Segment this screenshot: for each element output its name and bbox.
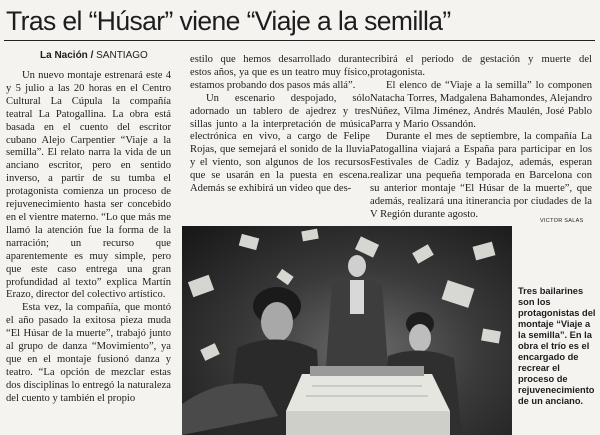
article-column-1	[6, 70, 171, 406]
photo-credit: VICTOR SALAS	[540, 218, 584, 224]
article-photo	[182, 226, 512, 435]
byline-city: SANTIAGO	[96, 50, 148, 61]
paragraph: Un nuevo montaje estrenará este 4 y 5 julio a las 20 horas en el Centro Cultural La Cúpula la compañía teatral La Patogallina. La obra está basada en el cuento del escritor cubano Alejo Carpentier “Viaje a la semilla”. El relato narra la vida de un anciano escritor, pero en sentido inverso, a partir de su tumba el protagonista comienza un proceso de rejuvenecimiento hasta ser concebido en el vientre materno. “Lo que más me llamó la atención fue la forma de la narración; un recurso que aparentemente es muy simple, pero que este caso entrega una gran profundidad al texto” explica Martín Erazo, director del colectivo artístico.	[6, 70, 171, 301]
article-column-2	[190, 54, 370, 196]
byline-separator: /	[90, 50, 97, 61]
paragraph: Durante el mes de septiembre, la compañía La Patogallina viajará a España para participar en los Festivales de Cadiz y Badajoz, además, esperan realizar una pequeña temporada en Barcelona con su anterior montaje “El Húsar de la muerte”, que además, realizará una itinerancia por ciudades de la V Región durante agosto.	[370, 131, 592, 220]
paragraph: cribirá el período de gestación y muerte del protagonista.	[370, 54, 592, 78]
headline: Tras el “Húsar” viene “Viaje a la semilla”	[6, 6, 451, 36]
headline-rule	[4, 40, 595, 41]
article-column-3	[370, 54, 592, 222]
dancers-illustration	[182, 226, 512, 435]
paragraph: Esta vez, la compañía, que montó el año pasado la exitosa pieza muda “El Húsar de la muerte”, trabajó junto al grupo de danza “Movimiento”, ya que en el montaje fusionó danza y teatro. “La opción de mezclar estas dos disciplinas lo entregó la naturaleza del cuento y también el propio	[6, 302, 171, 404]
byline	[40, 50, 148, 61]
paragraph: estilo que hemos desarrollado durante estos años, ya que es un teatro muy físico, estamos probando dos pasos más allá”.	[190, 54, 370, 91]
paragraph: Un escenario despojado, sólo adornado un tablero de ajedrez y tres sillas junto a la interpretación de música electrónica en vivo, a cargo de Felipe Rojas, que semejará el sonido de la lluvia y el viento, son algunos de los recursos que se usarán en la puesta en escena. Además se exhibirá un video que des-	[190, 92, 370, 195]
byline-source: La Nación	[40, 50, 88, 61]
photo-caption: Tres bailarines son los protagonistas del montaje “Viaje a la semilla”. En la obra el trío es el encargado de recrear el proceso de rejuvenecimiento de un anciano.	[518, 286, 596, 406]
paragraph: El elenco de “Viaje a la semilla” lo componen Natacha Torres, Madgalena Bahamondes, Alejandro Núñez, Vilma Jiménez, Andrés Maulén, José Pablo Parra y Mario Ossandón.	[370, 79, 592, 130]
